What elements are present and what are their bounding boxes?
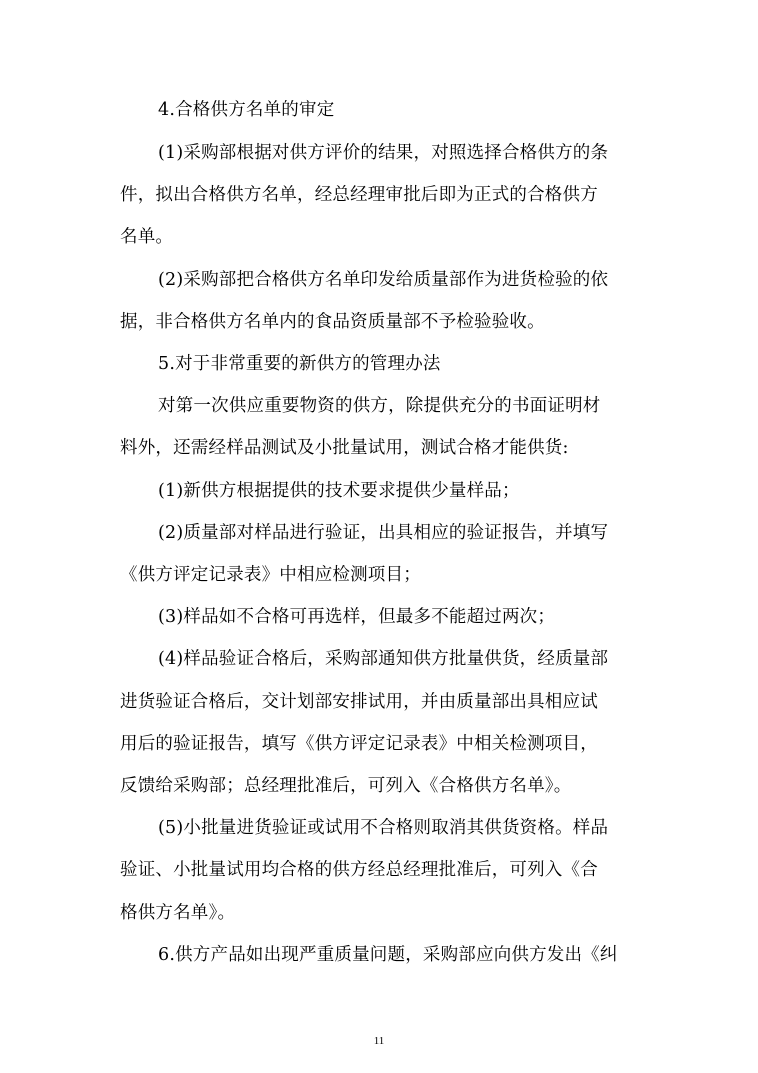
paragraph-line: (3)样品如不合格可再选样，但最多不能超过两次；	[158, 607, 556, 627]
paragraph-line: (4)样品验证合格后，采购部通知供方批量供货，经质量部	[158, 649, 609, 669]
paragraph-line: 格供方名单》。	[120, 903, 236, 923]
page-number: 11	[373, 1035, 385, 1047]
paragraph-line: 《供方评定记录表》中相应检测项目；	[120, 565, 421, 585]
paragraph-line: 用后的验证报告，填写《供方评定记录表》中相关检测项目，	[120, 734, 598, 754]
paragraph-line: (1)采购部根据对供方评价的结果，对照选择合格供方的条	[158, 143, 609, 163]
paragraph-line: 据，非合格供方名单内的食品资质量部不予检验验收。	[120, 312, 545, 332]
paragraph-line: 对第一次供应重要物资的供方，除提供充分的书面证明材	[158, 396, 601, 416]
paragraph-line: (2)采购部把合格供方名单印发给质量部作为进货检验的依	[158, 270, 609, 290]
section-heading-4: 4.合格供方名单的审定	[158, 100, 335, 120]
paragraph-line: (2)质量部对样品进行验证，出具相应的验证报告，并填写	[158, 523, 609, 543]
paragraph-line: 反馈给采购部；总经理批准后，可列入《合格供方名单》。	[120, 776, 572, 796]
section-heading-5: 5.对于非常重要的新供方的管理办法	[158, 354, 441, 374]
paragraph-line: 料外，还需经样品测试及小批量试用，测试合格才能供货:	[120, 438, 569, 458]
paragraph-line: 件，拟出合格供方名单，经总经理审批后即为正式的合格供方	[120, 185, 598, 205]
section-heading-6: 6.供方产品如出现严重质量问题，采购部应向供方发出《纠	[158, 945, 618, 965]
paragraph-line: (5)小批量进货验证或试用不合格则取消其供货资格。样品	[158, 818, 609, 838]
paragraph-line: 进货验证合格后，交计划部安排试用，并由质量部出具相应试	[120, 692, 598, 712]
paragraph-line: 验证、小批量试用均合格的供方经总经理批准后，可列入《合	[120, 860, 598, 880]
paragraph-line: 名单。	[120, 227, 174, 247]
paragraph-line: (1)新供方根据提供的技术要求提供少量样品；	[158, 481, 520, 501]
